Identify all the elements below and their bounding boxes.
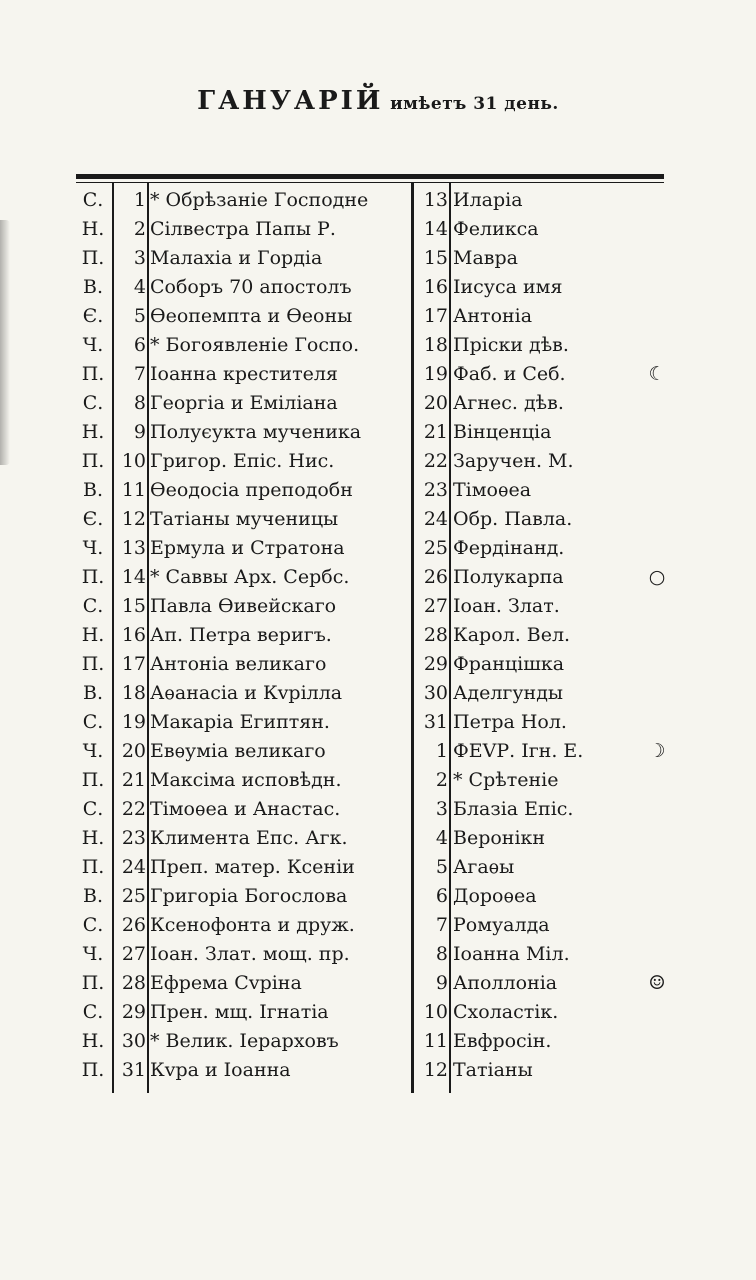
saint-cell: Малахіа и Гордіа — [150, 247, 323, 269]
western-saint-cell: Францішка — [453, 653, 565, 675]
weekday-cell: Н. — [81, 827, 105, 849]
weekday-cell: В. — [82, 276, 103, 298]
new-style-day-cell: 9 — [435, 972, 448, 994]
calendar-row — [76, 215, 676, 244]
western-saint-cell: Евфросін. — [453, 1030, 552, 1052]
new-style-day-cell: 19 — [423, 363, 448, 385]
old-style-day-cell: 23 — [121, 827, 146, 849]
old-style-day-cell: 27 — [121, 943, 146, 965]
old-style-day-cell: 19 — [121, 711, 146, 733]
western-saint-cell: Блазіа Епіс. — [453, 798, 574, 820]
new-style-day-cell: 17 — [423, 305, 448, 327]
western-saint-cell: Аделгунды — [453, 682, 564, 704]
calendar-row — [76, 302, 676, 331]
western-saint-cell: Агнес. дѣв. — [453, 392, 564, 414]
western-saint-cell: Фаб. и Себ. — [453, 363, 566, 385]
weekday-cell: Н. — [81, 624, 105, 646]
old-style-day-cell: 4 — [133, 276, 146, 298]
saint-cell: Ермула и Стратона — [150, 537, 345, 559]
calendar-row — [76, 244, 676, 273]
saint-cell: Кvра и Іоанна — [150, 1059, 291, 1081]
saint-cell: Ѳеопемпта и Ѳеоны — [150, 305, 353, 327]
calendar-row — [76, 389, 676, 418]
saint-cell: Ефрема Сvріна — [150, 972, 302, 994]
old-style-day-cell: 5 — [133, 305, 146, 327]
weekday-cell: Н. — [81, 1030, 105, 1052]
calendar-row — [76, 679, 676, 708]
new-style-day-cell: 6 — [435, 885, 448, 907]
old-style-day-cell: 9 — [133, 421, 146, 443]
saint-cell: Антоніа великаго — [150, 653, 327, 675]
weekday-cell: С. — [82, 711, 104, 733]
calendar-row — [76, 505, 676, 534]
weekday-cell: Ч. — [82, 537, 104, 559]
saint-cell: * Обрѣзаніе Господне — [150, 189, 369, 211]
weekday-cell: П. — [81, 566, 105, 588]
calendar-row — [76, 737, 676, 766]
new-style-day-cell: 31 — [423, 711, 448, 733]
calendar-table — [76, 186, 676, 1085]
western-saint-cell: Петра Нол. — [453, 711, 567, 733]
western-saint-cell: Фердінанд. — [453, 537, 565, 559]
page-edge-shadow — [0, 220, 10, 465]
new-style-day-cell: 5 — [435, 856, 448, 878]
old-style-day-cell: 2 — [133, 218, 146, 240]
old-style-day-cell: 1 — [133, 189, 146, 211]
weekday-cell: П. — [81, 247, 105, 269]
new-style-day-cell: 4 — [435, 827, 448, 849]
saint-cell: * Велик. Іерарховъ — [150, 1030, 339, 1052]
month-name: ГАНУАРІЙ — [197, 86, 384, 116]
old-style-day-cell: 21 — [121, 769, 146, 791]
weekday-cell: С. — [82, 392, 104, 414]
moon-phase-icon: ☾ — [648, 363, 666, 385]
calendar-row — [76, 795, 676, 824]
calendar-row — [76, 708, 676, 737]
western-saint-cell: Веронікн — [453, 827, 546, 849]
new-style-day-cell: 10 — [423, 1001, 448, 1023]
saint-cell: Іоанна крестителя — [150, 363, 338, 385]
old-style-day-cell: 6 — [133, 334, 146, 356]
saint-cell: Прен. мщ. Ігнатіа — [150, 1001, 329, 1023]
old-style-day-cell: 12 — [121, 508, 146, 530]
moon-phase-icon: ☽ — [648, 740, 666, 762]
new-style-day-cell: 27 — [423, 595, 448, 617]
days-count: имѣетъ 31 день. — [390, 94, 559, 114]
new-style-day-cell: 20 — [423, 392, 448, 414]
new-style-day-cell: 22 — [423, 450, 448, 472]
old-style-day-cell: 10 — [121, 450, 146, 472]
old-style-day-cell: 3 — [133, 247, 146, 269]
saint-cell: * Богоявленіе Госпо. — [150, 334, 360, 356]
new-style-day-cell: 1 — [435, 740, 448, 762]
calendar-row — [76, 882, 676, 911]
saint-cell: Ап. Петра веригъ. — [150, 624, 332, 646]
western-saint-cell: Карол. Вел. — [453, 624, 571, 646]
weekday-cell: С. — [82, 914, 104, 936]
new-style-day-cell: 8 — [435, 943, 448, 965]
western-saint-cell: Дороѳеа — [453, 885, 537, 907]
weekday-cell: В. — [82, 479, 103, 501]
new-style-day-cell: 14 — [423, 218, 448, 240]
calendar-row — [76, 534, 676, 563]
header-rule-thin — [76, 182, 664, 183]
saint-cell: Климента Епс. Агк. — [150, 827, 348, 849]
calendar-row — [76, 360, 676, 389]
moon-phase-icon: ☺ — [648, 972, 666, 994]
old-style-day-cell: 7 — [133, 363, 146, 385]
old-style-day-cell: 13 — [121, 537, 146, 559]
old-style-day-cell: 16 — [121, 624, 146, 646]
weekday-cell: Ч. — [82, 740, 104, 762]
weekday-cell: В. — [82, 682, 103, 704]
old-style-day-cell: 29 — [121, 1001, 146, 1023]
western-saint-cell: Антоніа — [453, 305, 533, 327]
western-saint-cell: Иларіа — [453, 189, 523, 211]
calendar-row — [76, 186, 676, 215]
weekday-cell: С. — [82, 1001, 104, 1023]
saint-cell: Аѳанасіа и Кvрілла — [150, 682, 343, 704]
saint-cell: Макаріа Египтян. — [150, 711, 330, 733]
calendar-row — [76, 650, 676, 679]
new-style-day-cell: 2 — [435, 769, 448, 791]
weekday-cell: С. — [82, 798, 104, 820]
calendar-row — [76, 563, 676, 592]
header-rule — [76, 174, 664, 179]
new-style-day-cell: 28 — [423, 624, 448, 646]
western-saint-cell: Ромуалда — [453, 914, 550, 936]
western-saint-cell: Іисуса имя — [453, 276, 563, 298]
weekday-cell: С. — [82, 595, 104, 617]
new-style-day-cell: 25 — [423, 537, 448, 559]
western-saint-cell: Іоанна Міл. — [453, 943, 570, 965]
weekday-cell: П. — [81, 769, 105, 791]
western-saint-cell: ФЕVР. Ігн. Е. — [453, 740, 584, 762]
western-saint-cell: Татіаны — [453, 1059, 533, 1081]
new-style-day-cell: 18 — [423, 334, 448, 356]
weekday-cell: П. — [81, 450, 105, 472]
saint-cell: Татіаны мученицы — [150, 508, 339, 530]
weekday-cell: В. — [82, 885, 103, 907]
new-style-day-cell: 7 — [435, 914, 448, 936]
calendar-row — [76, 331, 676, 360]
saint-cell: Полуєукта мученика — [150, 421, 362, 443]
weekday-cell: Є. — [82, 508, 104, 530]
calendar-row — [76, 911, 676, 940]
western-saint-cell: Агаѳы — [453, 856, 515, 878]
weekday-cell: Н. — [81, 421, 105, 443]
saint-cell: Тімоѳеа и Анастас. — [150, 798, 341, 820]
moon-phase-icon: ○ — [648, 566, 666, 588]
saint-cell: Ѳеодосіа преподобн — [150, 479, 353, 501]
new-style-day-cell: 21 — [423, 421, 448, 443]
saint-cell: Георгіа и Еміліана — [150, 392, 338, 414]
western-saint-cell: Мавра — [453, 247, 518, 269]
western-saint-cell: Іоан. Злат. — [453, 595, 560, 617]
old-style-day-cell: 25 — [121, 885, 146, 907]
old-style-day-cell: 11 — [121, 479, 146, 501]
saint-cell: Григоріа Богослова — [150, 885, 348, 907]
western-saint-cell: Обр. Павла. — [453, 508, 573, 530]
weekday-cell: П. — [81, 1059, 105, 1081]
western-saint-cell: Тімоѳеа — [453, 479, 532, 501]
weekday-cell: Є. — [82, 305, 104, 327]
weekday-cell: Н. — [81, 218, 105, 240]
old-style-day-cell: 15 — [121, 595, 146, 617]
calendar-row — [76, 476, 676, 505]
calendar-row — [76, 940, 676, 969]
old-style-day-cell: 31 — [121, 1059, 146, 1081]
old-style-day-cell: 30 — [121, 1030, 146, 1052]
weekday-cell: П. — [81, 363, 105, 385]
weekday-cell: Ч. — [82, 943, 104, 965]
new-style-day-cell: 15 — [423, 247, 448, 269]
saint-cell: Преп. матер. Ксеніи — [150, 856, 355, 878]
new-style-day-cell: 29 — [423, 653, 448, 675]
new-style-day-cell: 23 — [423, 479, 448, 501]
saint-cell: Соборъ 70 апостолъ — [150, 276, 352, 298]
calendar-row — [76, 969, 676, 998]
saint-cell: Павла Ѳивейскаго — [150, 595, 337, 617]
new-style-day-cell: 30 — [423, 682, 448, 704]
old-style-day-cell: 24 — [121, 856, 146, 878]
calendar-row — [76, 447, 676, 476]
calendar-row — [76, 824, 676, 853]
weekday-cell: Ч. — [82, 334, 104, 356]
calendar-row — [76, 998, 676, 1027]
western-saint-cell: Схоластік. — [453, 1001, 559, 1023]
western-saint-cell: Пріски дѣв. — [453, 334, 569, 356]
new-style-day-cell: 3 — [435, 798, 448, 820]
new-style-day-cell: 16 — [423, 276, 448, 298]
calendar-row — [76, 1056, 676, 1085]
old-style-day-cell: 28 — [121, 972, 146, 994]
new-style-day-cell: 26 — [423, 566, 448, 588]
old-style-day-cell: 8 — [133, 392, 146, 414]
western-saint-cell: Аполлоніа — [453, 972, 558, 994]
old-style-day-cell: 18 — [121, 682, 146, 704]
weekday-cell: П. — [81, 972, 105, 994]
new-style-day-cell: 11 — [423, 1030, 448, 1052]
weekday-cell: П. — [81, 653, 105, 675]
saint-cell: Григор. Епіс. Нис. — [150, 450, 335, 472]
new-style-day-cell: 13 — [423, 189, 448, 211]
western-saint-cell: Феликса — [453, 218, 539, 240]
western-saint-cell: Вінценціа — [453, 421, 552, 443]
calendar-row — [76, 273, 676, 302]
weekday-cell: П. — [81, 856, 105, 878]
saint-cell: Сілвестра Папы Р. — [150, 218, 336, 240]
page-title — [0, 86, 756, 116]
western-saint-cell: * Срѣтеніе — [453, 769, 559, 791]
calendar-row — [76, 853, 676, 882]
old-style-day-cell: 20 — [121, 740, 146, 762]
saint-cell: Ксенофонта и друж. — [150, 914, 355, 936]
calendar-row — [76, 621, 676, 650]
calendar-row — [76, 766, 676, 795]
new-style-day-cell: 12 — [423, 1059, 448, 1081]
calendar-row — [76, 592, 676, 621]
saint-cell: * Саввы Арх. Сербс. — [150, 566, 350, 588]
calendar-row — [76, 1027, 676, 1056]
calendar-row — [76, 418, 676, 447]
western-saint-cell: Полукарпа — [453, 566, 564, 588]
saint-cell: Максіма исповѣдн. — [150, 769, 342, 791]
old-style-day-cell: 17 — [121, 653, 146, 675]
saint-cell: Іоан. Злат. мощ. пр. — [150, 943, 350, 965]
western-saint-cell: Заручен. М. — [453, 450, 574, 472]
old-style-day-cell: 26 — [121, 914, 146, 936]
old-style-day-cell: 22 — [121, 798, 146, 820]
saint-cell: Евѳуміа великаго — [150, 740, 326, 762]
new-style-day-cell: 24 — [423, 508, 448, 530]
weekday-cell: С. — [82, 189, 104, 211]
old-style-day-cell: 14 — [121, 566, 146, 588]
